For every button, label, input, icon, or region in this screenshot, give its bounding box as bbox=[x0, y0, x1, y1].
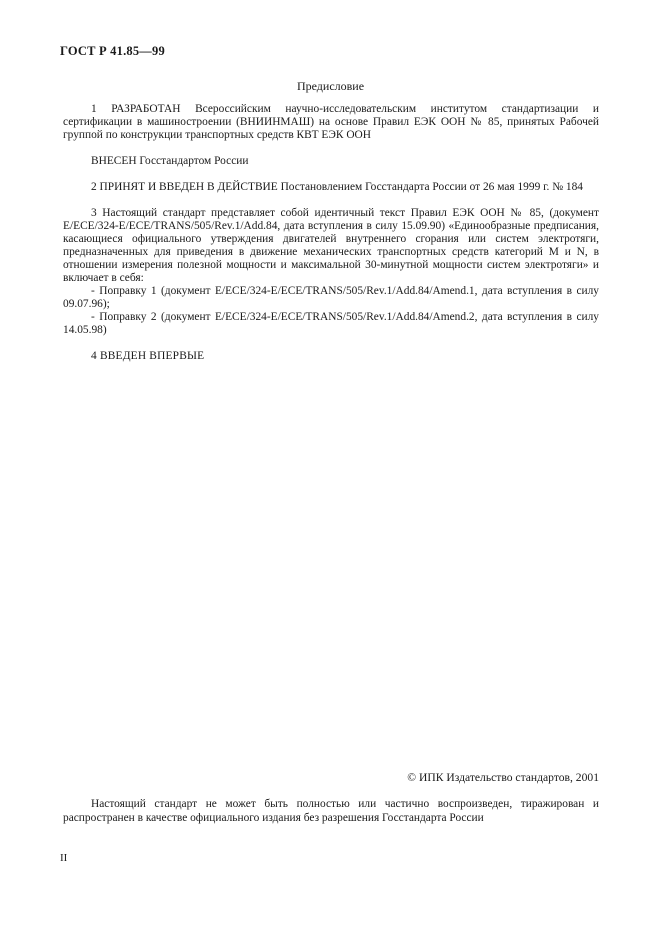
reproduction-notice-text: Настоящий стандарт не может быть полностью или частично воспроизведен, тиражирован и распространен в качестве официального издания без разрешения Госстандарта России bbox=[63, 798, 599, 824]
amendment-1: - Поправку 1 (документ E/ECE/324-E/ECE/TRANS/505/Rev.1/Add.84/Amend.1, дата вступления в силу 09.07.96); bbox=[63, 285, 599, 310]
document-code: ГОСТ Р 41.85—99 bbox=[60, 44, 165, 58]
page-number: II bbox=[60, 852, 68, 864]
preface-body bbox=[63, 103, 599, 363]
preface-item-2: 2 ПРИНЯТ И ВВЕДЕН В ДЕЙСТВИЕ Постановлением Госстандарта России от 26 мая 1999 г. № 184 bbox=[91, 181, 583, 193]
preface-title: Предисловие bbox=[296, 79, 365, 93]
copyright-notice: © ИПК Издательство стандартов, 2001 bbox=[407, 771, 599, 784]
preface-item-3: 3 Настоящий стандарт представляет собой идентичный текст Правил ЕЭК ООН № 85, (документ E/ECE/324-E/ECE/TRANS/505/Rev.1/Add.84, дата вступления в силу 15.09.90) «Единообразные предписания, касающиеся официального утверждения двигателей внутреннего сгорания или систем электротяги, предназначенных для приведения в движение механических транспортных средств категорий М и N, в отношении измерения полезной мощности и максимальной 30-минутной мощности систем электротяги» и включает в себя: bbox=[63, 207, 599, 284]
preface-item-1: 1 РАЗРАБОТАН Всероссийским научно-исследовательским институтом стандартизации и сертификации в машиностроении (ВНИИНМАШ) на основе Правил ЕЭК ООН № 85, принятых Рабочей группой по конструкции транспортных средств КВТ ЕЭК ООН bbox=[63, 103, 599, 141]
preface-item-1-submitted: ВНЕСЕН Госстандартом России bbox=[91, 155, 249, 167]
preface-item-4: 4 ВВЕДЕН ВПЕРВЫЕ bbox=[91, 350, 205, 362]
amendment-2: - Поправку 2 (документ E/ECE/324-E/ECE/TRANS/505/Rev.1/Add.84/Amend.2, дата вступления в силу 14.05.98) bbox=[63, 311, 599, 336]
reproduction-notice bbox=[63, 797, 599, 825]
